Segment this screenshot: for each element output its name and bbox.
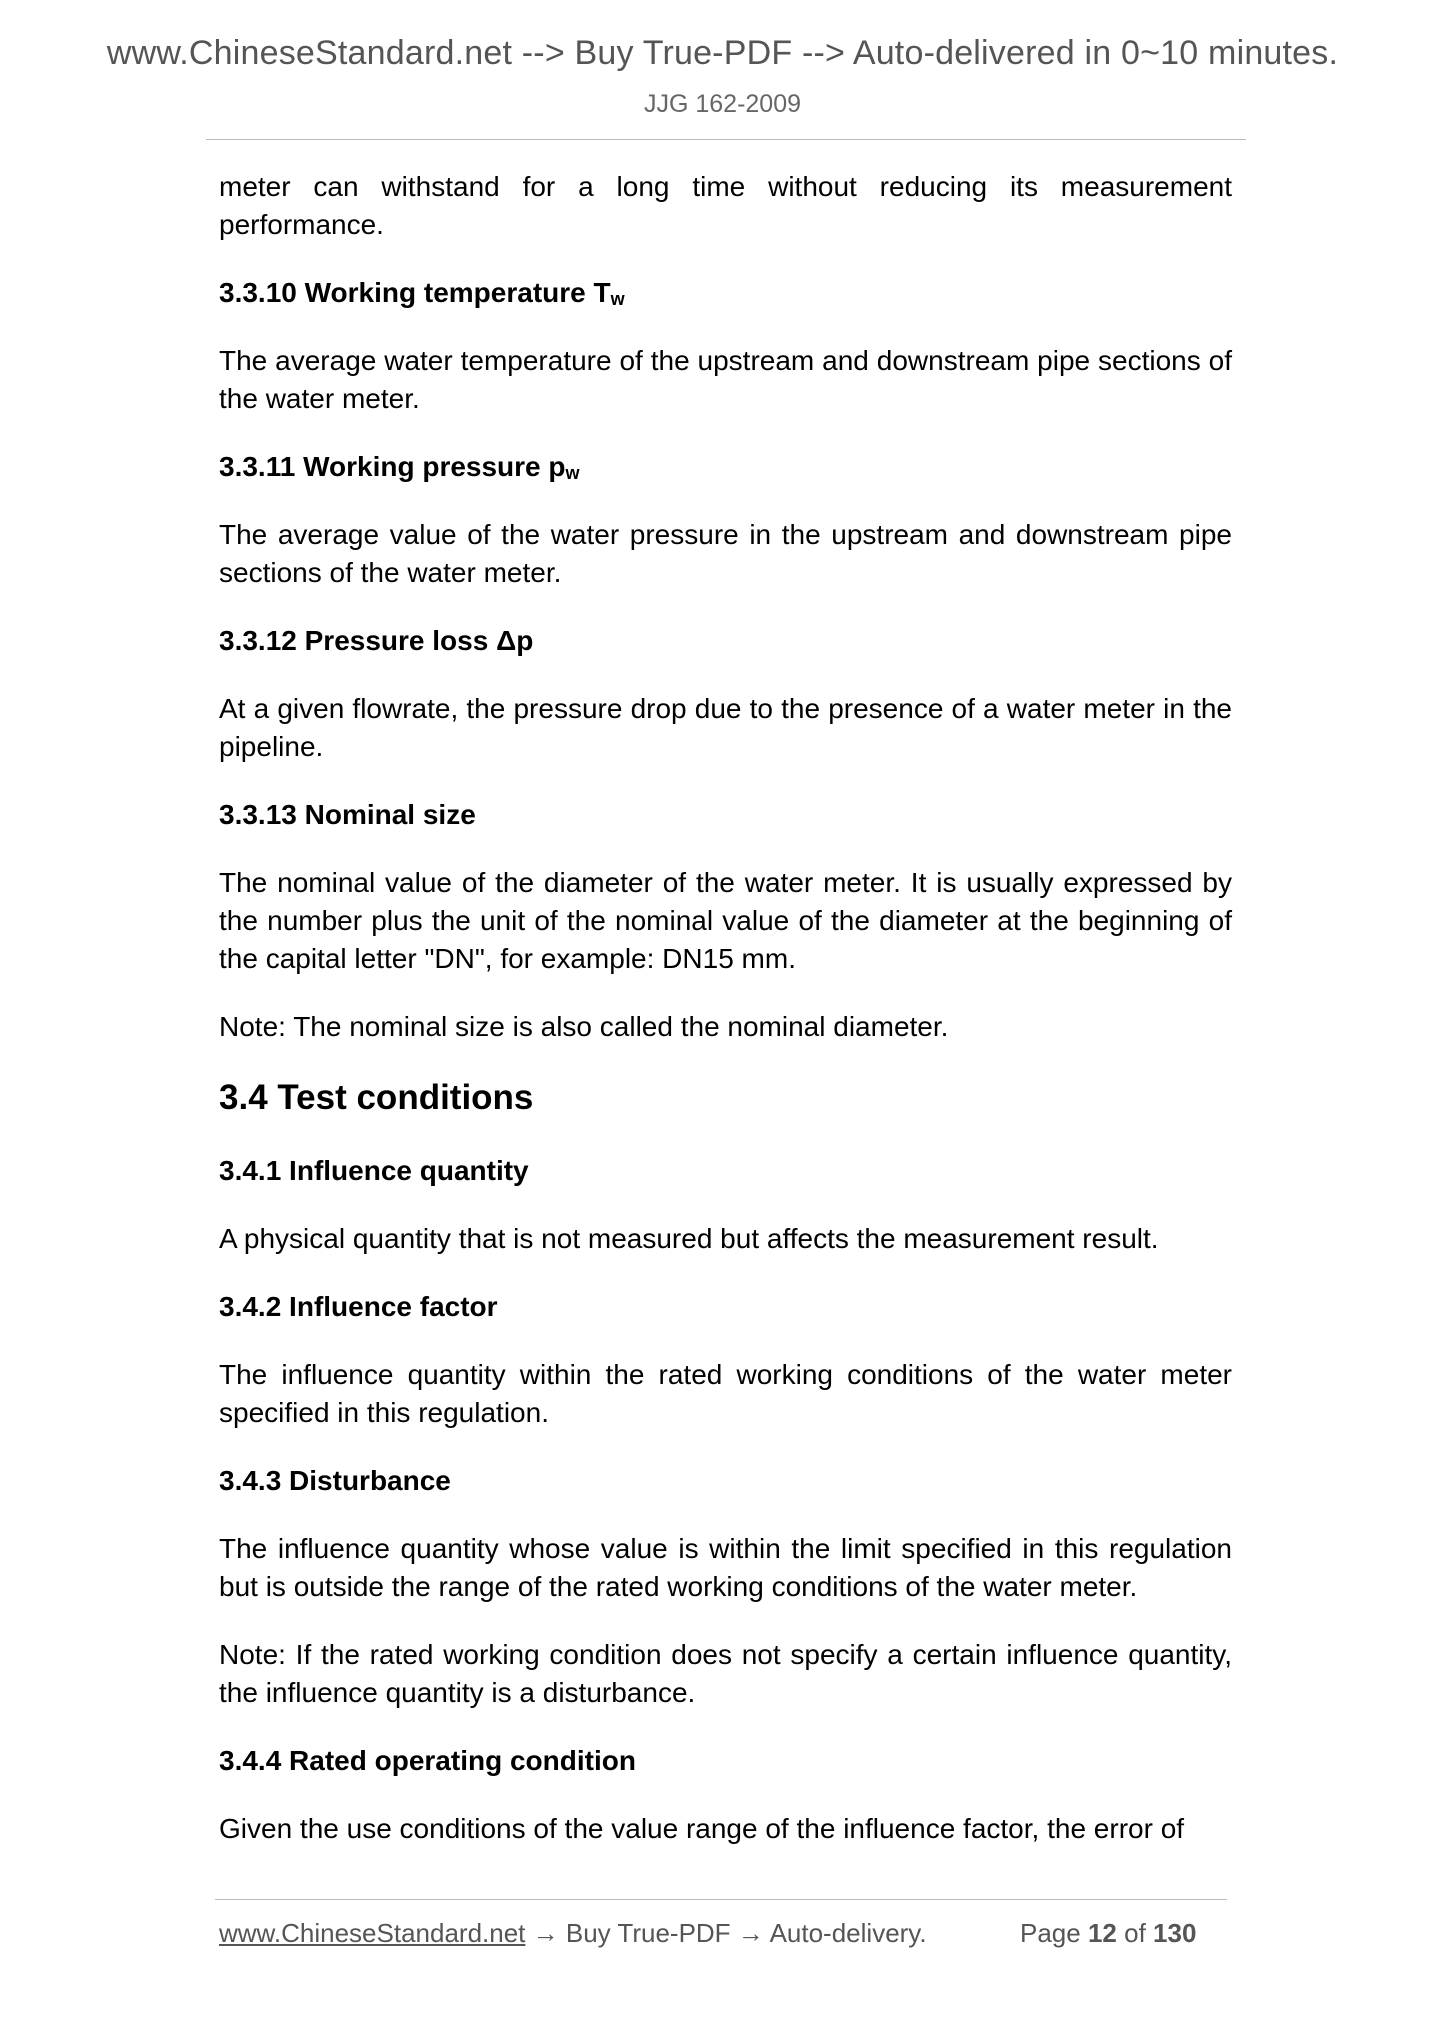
- page-label: Page: [1020, 1918, 1081, 1948]
- document-id: JJG 162-2009: [643, 90, 802, 118]
- footer-delivery-text: → Buy True-PDF → Auto-delivery.: [525, 1918, 927, 1948]
- paragraph-3-3-12: At a given flowrate, the pressure drop due to the presence of a water meter in the pipeline.: [219, 693, 1232, 762]
- paragraph-3-4-3: The influence quantity whose value is within the limit specified in this regulation but is outside the range of the rated working conditions of the water meter.: [219, 1533, 1232, 1602]
- note-3-4-3: Note: If the rated working condition does not specify a certain influence quantity, the influence quantity is a disturbance.: [219, 1639, 1232, 1708]
- paragraph-3-4-4: Given the use conditions of the value range of the influence factor, the error of: [219, 1813, 1185, 1844]
- heading-3-3-11-subscript: w: [565, 463, 580, 483]
- note-3-3-13: Note: The nominal size is also called the nominal diameter.: [219, 1011, 949, 1042]
- paragraph-intro: meter can withstand for a long time without reducing its measurement performance.: [219, 171, 1232, 240]
- paragraph-3-3-11: The average value of the water pressure in the upstream and downstream pipe sections of the water meter.: [219, 519, 1232, 588]
- heading-3-4-2: 3.4.2 Influence factor: [219, 1291, 498, 1322]
- header-divider: [206, 139, 1246, 140]
- page-number: 12: [1087, 1918, 1117, 1948]
- heading-3-3-11-text: 3.3.11 Working pressure p: [219, 451, 566, 482]
- section-title-3-4: 3.4 Test conditions: [219, 1078, 534, 1117]
- document-body: [219, 168, 1232, 1878]
- footer-divider: [215, 1899, 1227, 1900]
- header-banner: www.ChineseStandard.net --> Buy True-PDF --> Auto-delivered in 0~10 minutes.: [106, 34, 1339, 72]
- heading-3-3-12: 3.3.12 Pressure loss Δp: [219, 625, 534, 656]
- heading-3-4-3: 3.4.3 Disturbance: [219, 1465, 451, 1496]
- heading-3-3-10-subscript: w: [610, 289, 625, 309]
- heading-3-3-10: [219, 274, 1232, 312]
- footer-delivery: [219, 1918, 927, 1949]
- paragraph-3-3-13: The nominal value of the diameter of the water meter. It is usually expressed by the number plus the unit of the nominal value of the diameter at the beginning of the capital letter "DN", for example: DN15 mm.: [219, 867, 1232, 974]
- page-indicator: [1020, 1918, 1196, 1949]
- heading-3-4-4: 3.4.4 Rated operating condition: [219, 1745, 636, 1776]
- footer-site-link[interactable]: www.ChineseStandard.net: [219, 1918, 526, 1948]
- of-label: of: [1124, 1918, 1146, 1948]
- paragraph-3-3-10: The average water temperature of the upstream and downstream pipe sections of the water meter.: [219, 345, 1232, 414]
- total-pages: 130: [1153, 1918, 1197, 1948]
- paragraph-3-4-2: The influence quantity within the rated working conditions of the water meter specified in this regulation.: [219, 1359, 1232, 1428]
- heading-3-3-10-text: 3.3.10 Working temperature T: [219, 277, 611, 308]
- paragraph-3-4-1: A physical quantity that is not measured but affects the measurement result.: [219, 1223, 1159, 1254]
- heading-3-3-11: [219, 448, 1232, 486]
- heading-3-3-13: 3.3.13 Nominal size: [219, 799, 476, 830]
- heading-3-4-1: 3.4.1 Influence quantity: [219, 1155, 529, 1186]
